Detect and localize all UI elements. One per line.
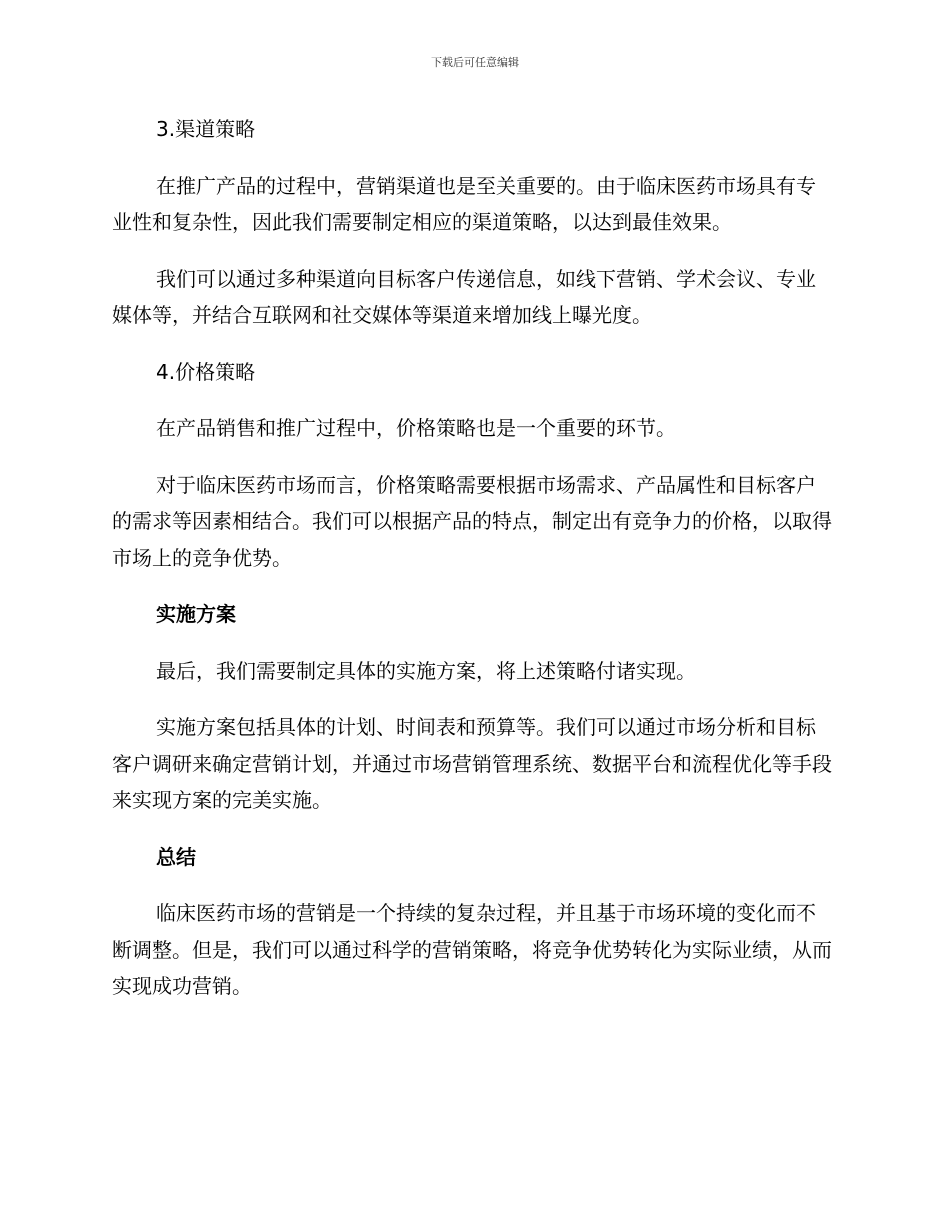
paragraph-implementation-details: 实施方案包括具体的计划、时间表和预算等。我们可以通过市场分析和目标客户调研来确定营销计划，并通过市场营销管理系统、数据平台和流程优化等手段来实现方案的完美实施。 — [112, 715, 832, 812]
document-body — [112, 111, 832, 1025]
paragraph-channel-importance: 在推广产品的过程中，营销渠道也是至关重要的。由于临床医药市场具有专业性和复杂性，因此我们需要制定相应的渠道策略，以达到最佳效果。 — [112, 173, 816, 234]
section-title-channel-strategy: 3.渠道策略 — [156, 117, 256, 141]
paragraph-implementation-intro: 最后，我们需要制定具体的实施方案，将上述策略付诸实现。 — [156, 658, 696, 683]
section-title-summary: 总结 — [156, 844, 196, 869]
paragraph-price-importance: 在产品销售和推广过程中，价格策略也是一个重要的环节。 — [156, 416, 676, 440]
paragraph-summary: 临床医药市场的营销是一个持续的复杂过程，并且基于市场环境的变化而不断调整。但是，我们可以通过科学的营销策略，将竞争优势转化为实际业绩，从而实现成功营销。 — [112, 901, 832, 998]
paragraph-price-factors: 对于临床医药市场而言，价格策略需要根据市场需求、产品属性和目标客户的需求等因素相结合。我们可以根据产品的特点，制定出有竞争力的价格，以取得市场上的竞争优势。 — [112, 472, 832, 570]
paragraph-channel-methods: 我们可以通过多种渠道向目标客户传递信息，如线下营销、学术会议、专业媒体等，并结合互联网和社交媒体等渠道来增加线上曝光度。 — [112, 266, 816, 327]
section-title-price-strategy: 4.价格策略 — [156, 359, 256, 384]
section-title-implementation: 实施方案 — [156, 602, 236, 626]
page-header-note: 下载后可任意编辑 — [431, 56, 519, 69]
